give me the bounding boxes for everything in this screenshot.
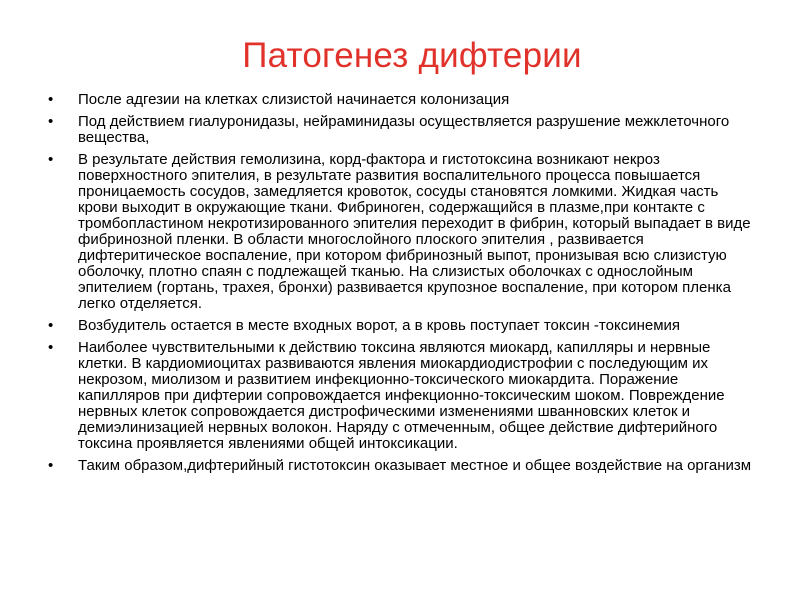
bullet-hyaluronidase: • Под действием гиалуронидазы, нейраминидазы осуществляется разрушение межклеточного вещества,: [48, 114, 762, 146]
slide-title: Патогенез дифтерии: [242, 36, 582, 75]
bullet-adhesion: • После адгезии на клетках слизистой начинается колонизация: [48, 92, 762, 108]
bullet-toxinemia: • Возбудитель остается в месте входных ворот, а в кровь поступает токсин -токсинемия: [48, 318, 762, 334]
bullet-conclusion: • Таким образом,дифтерийный гистотоксин оказывает местное и общее воздействие на организм: [48, 458, 762, 474]
bullet-hemolysin-necrosis: • В результате действия гемолизина, корд-фактора и гистотоксина возникают некроз поверхностного эпителия, в результате развития воспалительного процесса повышается проницаемость сосудов, замедляется кровоток, сосуды становятся ломкими. Жидкая часть крови выходит в окружающие ткани. Фибриноген, содержащийся в плазме,при контакте с тромбопластином некротизированного эпителия переходит в фибрин, который выпадает в виде фибринозной пленки. В области многослойного плоского эпителия , развивается дифтеритическое воспаление, при котором фибринозный выпот, пронизывая всю слизистую оболочку, плотно спаян с подлежащей тканью. На слизистых оболочках с однослойным эпителием (гортань, трахея, бронхи) развивается крупозное воспаление, при котором пленка легко отделяется.: [48, 152, 762, 312]
bullet-sensitive-tissues: • Наиболее чувствительными к действию токсина являются миокард, капилляры и нервные клетки. В кардиомиоцитах развиваются явления миокардиодистрофии с последующим их некрозом, миолизом и развитием инфекционно-токсического миокардита. Поражение капилляров при дифтерии сопровождается инфекционно-токсическим шоком. Повреждение нервных клеток сопровождается дистрофическими изменениями шванновских клеток и демиэлинизацией нервных волокон. Наряду с отмеченным, общее действие дифтерийного токсина проявляется явлениями общей интоксикации.: [48, 340, 762, 452]
bullet-list: [48, 92, 762, 474]
